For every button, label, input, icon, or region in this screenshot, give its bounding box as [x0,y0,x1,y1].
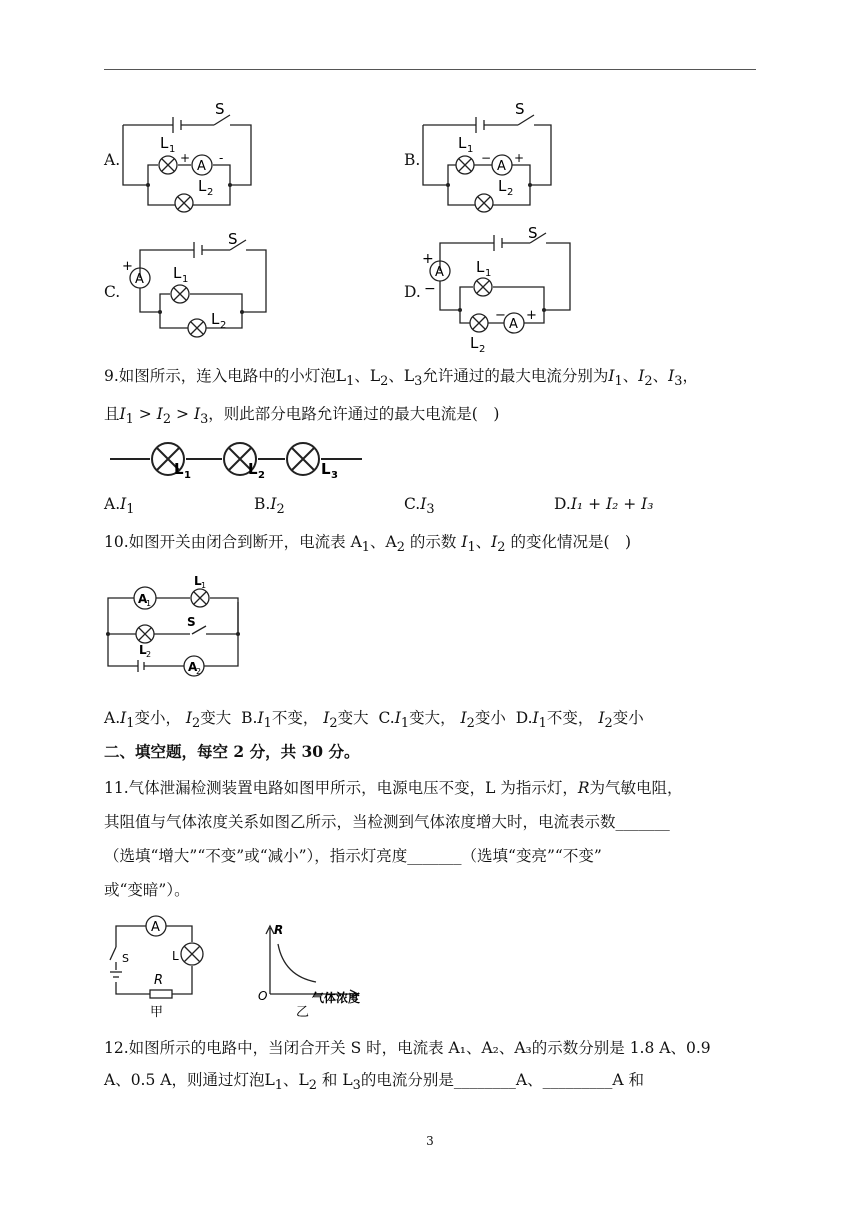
svg-text:1: 1 [146,599,152,608]
svg-text:R: R [154,973,164,988]
svg-text:−: − [481,151,492,165]
q9-option-c: $C.I_3$ [404,495,435,518]
svg-text:L: L [498,177,507,195]
q11-line1: 11.气体泄漏检测装置电路如图甲所示，电源电压不变，L 为指示灯，R为气敏电阻， [104,779,683,797]
q11-figure-jia [106,912,216,1022]
q11-line2: 其阻值与气体浓度关系如图乙所示，当检测到气体浓度增大时，电流表示数_______ [104,813,670,831]
q9-stem-line1: 9.如图所示，连入电路中的小灯泡$L_1$、$L_2$、$L_3$允许通过的最大电流分别为$I_1$、$I_2$、$I_3$， [104,367,698,390]
svg-text:L: L [160,134,169,152]
q9-series-lamps-figure [110,440,370,485]
svg-text:S: S [187,615,196,629]
svg-text:S: S [228,230,238,248]
svg-text:S: S [122,952,129,965]
svg-text:+: + [180,151,191,165]
svg-text:甲: 甲 [150,1005,164,1020]
svg-text:1: 1 [485,268,492,279]
option-d-label: D. [404,283,421,301]
ammeter-a-label: A [197,159,206,174]
q10-stem: 10.如图开关由闭合到断开，电流表 $A_1$、$A_2$ 的示数 $I_1$、$I_2$ 的变化情况是( ) [104,533,632,556]
option-c-label: C. [104,283,121,301]
q9-option-b: $B.I_2$ [254,495,285,518]
circuit-c [118,232,278,342]
svg-text:1: 1 [169,144,176,155]
q10-circuit-figure [104,572,249,682]
svg-text:A: A [497,159,506,174]
svg-text:L: L [248,460,258,478]
switch-label: S [215,100,225,118]
svg-text:R: R [274,923,284,937]
svg-text:1: 1 [182,274,189,285]
svg-text:-: - [219,151,224,165]
circuit-b [418,100,558,210]
svg-text:+: + [526,308,537,323]
svg-text:L: L [470,334,479,352]
svg-text:A: A [135,272,144,287]
svg-text:L: L [139,643,147,657]
option-b-label: B. [404,151,421,169]
q11-line3: （选填“增大”“不变”或“减小”），指示灯亮度_______（选填“变亮”“不变” [104,847,602,865]
svg-text:2: 2 [507,187,514,198]
option-a-label: A. [104,151,121,169]
svg-text:O: O [258,989,268,1003]
svg-text:L: L [476,258,485,276]
q9-option-d: D.I₁ + I₂ + I₃ [554,495,654,513]
circuit-d [418,225,578,355]
svg-text:3: 3 [331,470,338,481]
svg-text:气体浓度: 气体浓度 [312,991,361,1005]
q9-stem-line2: 且$I_1 > I_2 > I_3$，则此部分电路允许通过的最大电流是( ) [104,405,500,428]
svg-text:L: L [198,177,207,195]
svg-text:2: 2 [146,650,152,659]
svg-text:A: A [435,265,444,280]
svg-text:L: L [458,134,467,152]
svg-text:1: 1 [201,581,207,590]
header-rule [104,69,756,70]
q12-line2: A、0.5 A，则通过灯泡$L_1$、$L_2$ 和 $L_3$的电流分别是________A、_________A 和 [104,1071,644,1094]
svg-text:+: + [514,151,525,165]
svg-text:A: A [509,317,518,332]
svg-text:S: S [528,224,538,242]
svg-text:2: 2 [220,320,227,331]
svg-text:S: S [515,100,525,118]
svg-text:2: 2 [479,344,486,355]
q11-figure-yi [256,920,376,1020]
q9-option-a: $A.I_1$ [104,495,135,518]
q10-options: $A.I_1$变小， $I_2$变大 $B.I_1$不变， $I_2$变大 $C.I_1$变大， $I_2$变小 $D.I_1$不变， $I_2$变小 [104,709,644,732]
svg-text:2: 2 [196,667,202,676]
svg-text:L: L [194,574,202,588]
svg-text:L: L [174,460,184,478]
svg-text:−: − [495,308,506,323]
page-number: 3 [426,1134,434,1148]
svg-text:2: 2 [258,470,265,481]
svg-text:A: A [138,592,148,606]
svg-text:A: A [188,660,198,674]
svg-text:L: L [321,460,331,478]
svg-text:2: 2 [207,187,214,198]
svg-text:1: 1 [467,144,474,155]
circuit-a [118,100,258,210]
svg-text:1: 1 [184,470,191,481]
q12-line1: 12.如图所示的电路中，当闭合开关 S 时，电流表 A₁、A₂、A₃的示数分别是 1.8 A、0.9 [104,1039,711,1057]
svg-text:+: + [122,259,133,274]
section-heading: 二、填空题，每空 2 分，共 30 分。 [104,742,360,761]
svg-text:乙: 乙 [296,1005,310,1020]
svg-text:L: L [173,264,182,282]
q11-line4: 或“变暗”）。 [104,881,190,899]
svg-text:+: + [422,251,434,267]
svg-text:−: − [424,281,436,297]
svg-text:A: A [151,920,160,935]
svg-text:L: L [211,310,220,328]
svg-text:L: L [172,949,179,963]
